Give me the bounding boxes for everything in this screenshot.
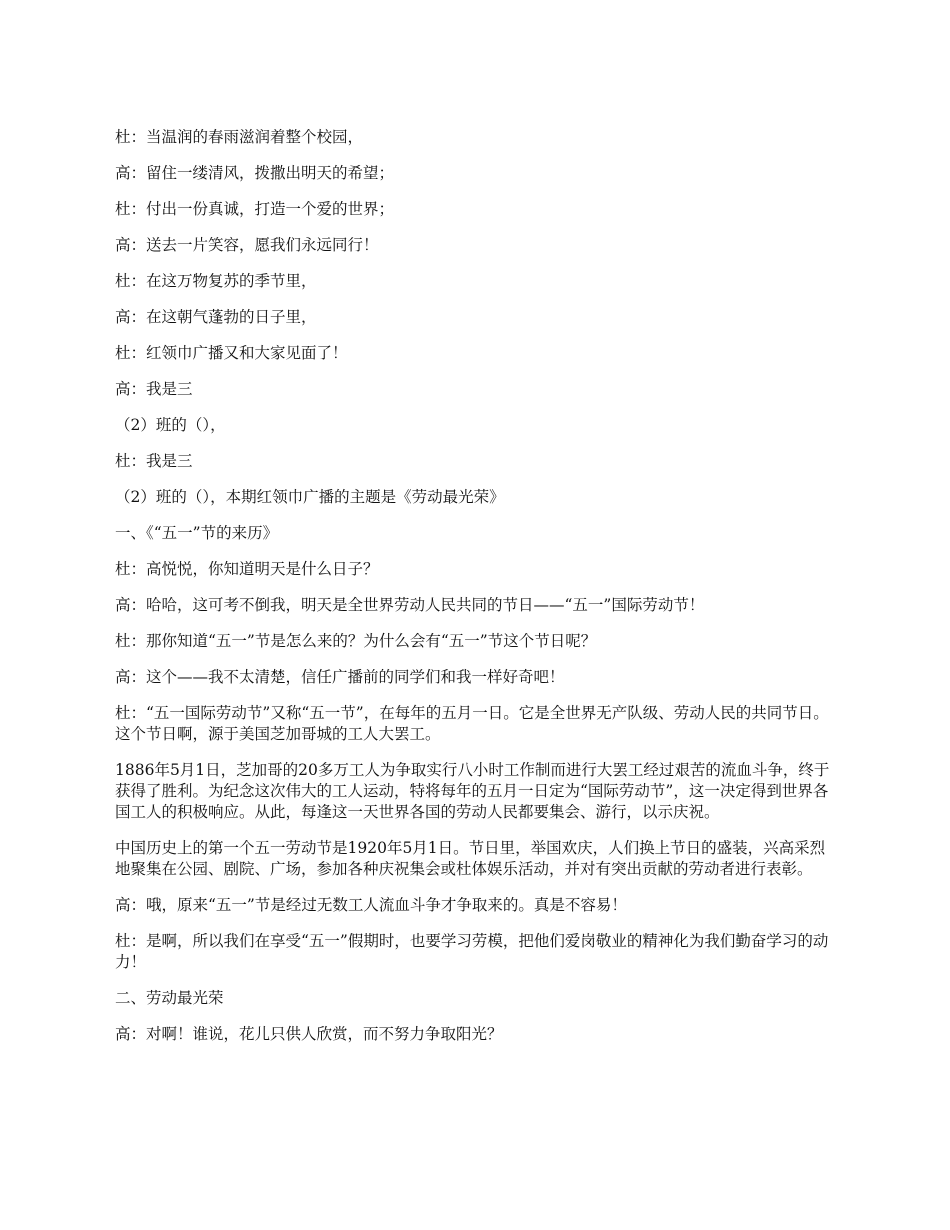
paragraph: 杜：我是三 bbox=[115, 452, 193, 470]
paragraph: （2）班的（）， bbox=[115, 416, 226, 434]
paragraph: 高：在这朝气蓬勃的日子里， bbox=[115, 308, 317, 326]
paragraph: 杜：红领巾广播又和大家见面了！ bbox=[115, 344, 348, 362]
paragraph: 高：这个——我不太清楚，信任广播前的同学们和我一样好奇吧！ bbox=[115, 668, 565, 686]
document-body bbox=[115, 127, 840, 1060]
paragraph: 杜：付出一份真诚，打造一个爱的世界； bbox=[115, 200, 395, 218]
paragraph: 高：留住一缕清风，拨撒出明天的希望； bbox=[115, 164, 395, 182]
paragraph: 杜：是啊，所以我们在享受“五一”假期时，也要学习劳模，把他们爱岗敬业的精神化为我们勤奋学习的动力！ bbox=[115, 932, 829, 971]
paragraph: 中国历史上的第一个五一劳动节是1920年5月1日。节日里，举国欢庆，人们换上节日的盛装，兴高采烈地聚集在公园、剧院、广场，参加各种庆祝集会或杜体娱乐活动，并对有突出贡献的劳动者进行表彰。 bbox=[115, 839, 826, 878]
paragraph: 高：送去一片笑容，愿我们永远同行！ bbox=[115, 236, 379, 254]
paragraph: 杜：在这万物复苏的季节里， bbox=[115, 272, 317, 290]
section-heading: 一、《“五一”节的来历》 bbox=[115, 524, 279, 542]
paragraph: （2）班的（），本期红领巾广播的主题是《劳动最光荣》 bbox=[115, 488, 505, 506]
paragraph: 1886年5月1日，芝加哥的20多万工人为争取实行八小时工作制而进行大罢工经过艰苦的流血斗争，终于获得了胜利。为纪念这次伟大的工人运动，特将每年的五月一日定为“国际劳动节”，这一决定得到世界各国工人的积极响应。从此，每逢这一天世界各国的劳动人民都要集会、游行，以示庆祝。 bbox=[115, 761, 830, 821]
paragraph: 杜：“五一国际劳动节”又称“五一节”，在每年的五月一日。它是全世界无产队级、劳动人民的共同节日。这个节日啊，源于美国芝加哥城的工人大罢工。 bbox=[115, 704, 829, 743]
paragraph: 高：对啊！谁说，花儿只供人欣赏，而不努力争取阳光？ bbox=[115, 1025, 503, 1043]
paragraph: 杜：那你知道“五一”节是怎么来的？为什么会有“五一”节这个节日呢？ bbox=[115, 632, 597, 650]
paragraph: 杜：高悦悦，你知道明天是什么日子？ bbox=[115, 560, 379, 578]
paragraph: 高：哦，原来“五一”节是经过无数工人流血斗争才争取来的。真是不容易！ bbox=[115, 896, 627, 914]
paragraph: 高：哈哈，这可考不倒我，明天是全世界劳动人民共同的节日——“五一”国际劳动节！ bbox=[115, 596, 705, 614]
paragraph: 高：我是三 bbox=[115, 380, 193, 398]
section-heading: 二、劳动最光荣 bbox=[115, 989, 224, 1007]
paragraph: 杜：当温润的春雨滋润着整个校园， bbox=[115, 128, 364, 146]
